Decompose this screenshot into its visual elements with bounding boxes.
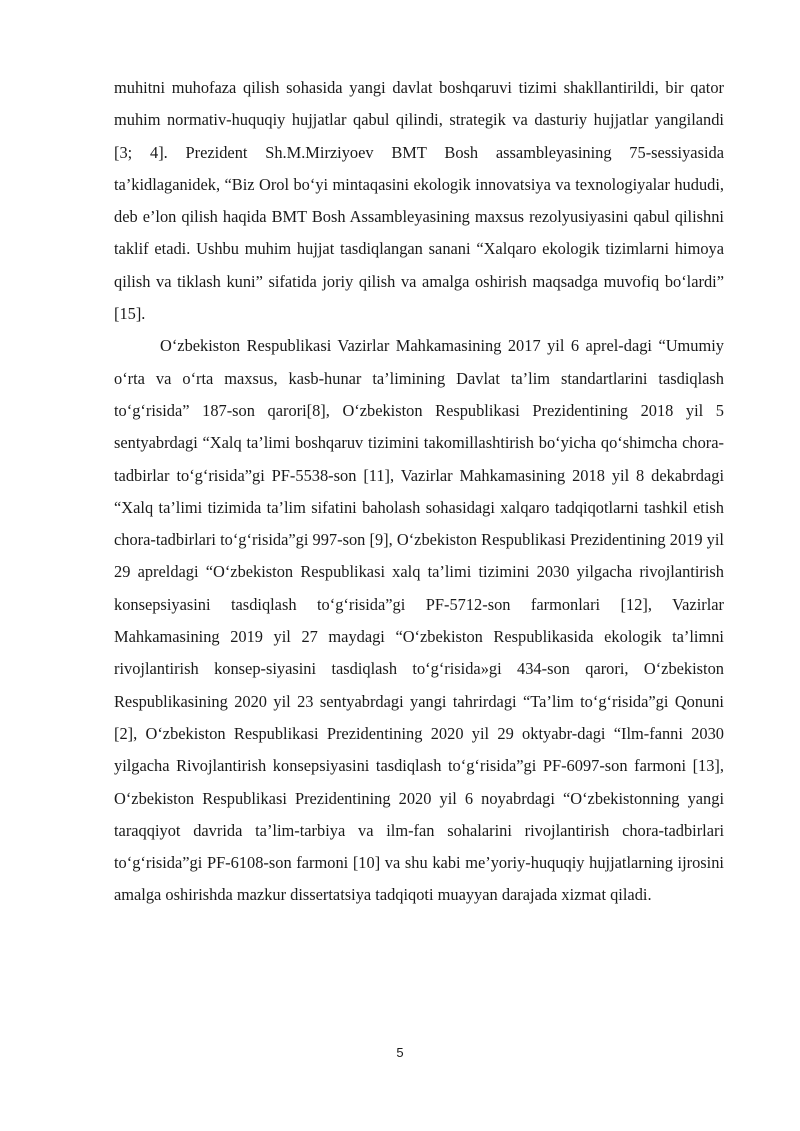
page-number: 5 xyxy=(396,1045,404,1060)
paragraph-continuation: muhitni muhofaza qilish sohasida yangi davlat boshqaruvi tizimi shakllantirildi, bir qator muhim normativ-huquqiy hujjatlar qabul qilindi, strategik va dasturiy hujjatlar yangilandi [3; 4]. Prezident Sh.M.Mirziyoev BMT Bosh assambleyasining 75-sessiyasida ta’kidlaganidek, “Biz Orol bo‘yi mintaqasini ekologik innovatsiya va texnologiyalar hududi, deb e’lon qilish haqida BMT Bosh Assambleyasining maxsus rezolyusiyasini qabul qilishni taklif etadi. Ushbu muhim hujjat tasdiqlangan sanani “Xalqaro ekologik tizimlarni himoya qilish va tiklash kuni” sifatida joriy qilish va amalga oshirish maqsadga muvofiq bo‘lardi” [15]. xyxy=(114,78,724,324)
paragraph-legal-references: O‘zbekiston Respublikasi Vazirlar Mahkamasining 2017 yil 6 aprel-dagi “Umumiy o‘rta va o‘rta maxsus, kasb-hunar ta’limining Davlat ta’lim standartlarini tasdiqlash to‘g‘risida” 187-son qarori[8], O‘zbekiston Respublikasi Prezidentining 2018 yil 5 sentyabrdagi “Xalq ta’limi boshqaruv tizimini takomillashtirish bo‘yicha qo‘shimcha chora-tadbirlar to‘g‘risida”gi PF-5538-son [11], Vazirlar Mahkamasining 2018 yil 8 dekabrdagi “Xalq ta’limi tizimida ta’lim sifatini baholash sohasidagi xalqaro tadqiqotlarni tashkil etish chora-tadbirlari to‘g‘risida”gi 997-son [9], O‘zbekiston Respublikasi Prezidentining 2019 yil 29 apreldagi “O‘zbekiston Respublikasi xalq ta’limi tizimini 2030 yilgacha rivojlantirish konsepsiyasini tasdiqlash to‘g‘risida”gi PF-5712-son farmonlari [12], Vazirlar Mahkamasining 2019 yil 27 maydagi “O‘zbekiston Respublikasida ekologik ta’limni rivojlantirish konsep-siyasini tasdiqlash to‘g‘risida»gi 434-son qarori, O‘zbekiston Respublikasining 2020 yil 23 sentyabrdagi yangi tahrirdagi “Ta’lim to‘g‘risida”gi Qonuni [2], O‘zbekiston Respublikasi Prezidentining 2020 yil 29 oktyabr-dagi “Ilm-fanni 2030 yilgacha Rivojlantirish konsepsiyasini tasdiqlash to‘g‘risida”gi PF-6097-son farmoni [13], O‘zbekiston Respublikasi Prezidentining 2020 yil 6 noyabrdagi “O‘zbekistonning yangi taraqqiyot davrida ta’lim-tarbiya va ilm-fan sohalarini rivojlantirish chora-tadbirlari to‘g‘risida”gi PF-6108-son farmoni [10] va shu kabi me’yoriy-huquqiy hujjatlarning ijrosini amalga oshirishda mazkur dissertatsiya tadqiqoti muayyan darajada xizmat qiladi. xyxy=(114,336,724,905)
body-text xyxy=(114,72,724,912)
